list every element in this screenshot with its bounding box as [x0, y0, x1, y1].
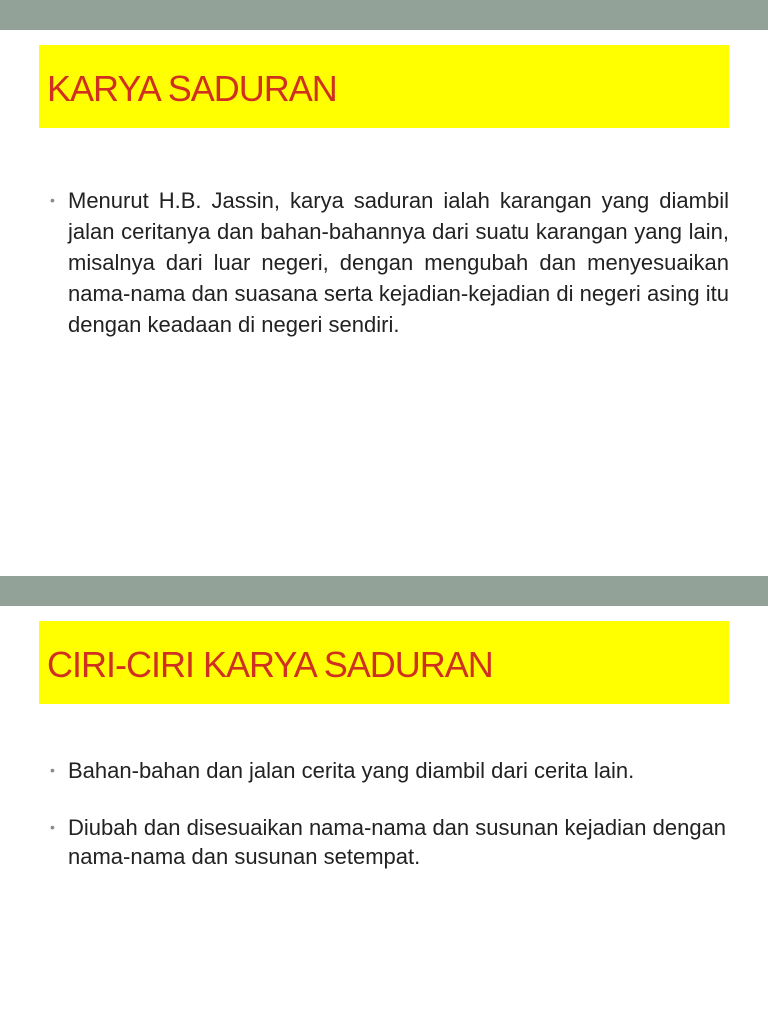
bullet-item: [48, 185, 729, 340]
bullet-marker: •: [50, 192, 55, 208]
slide-title: CIRI-CIRI KARYA SADURAN: [47, 643, 493, 685]
slide-2: [0, 576, 768, 1024]
bullet-text: Bahan-bahan dan jalan cerita yang diambil dari cerita lain.: [68, 758, 635, 783]
bullet-text: Menurut H.B. Jassin, karya saduran ialah karangan yang diambil jalan ceritanya dan bahan-bahannya dari suatu karangan yang lain, misalnya dari luar negeri, dengan mengubah dan menyesuaikan nama-nama dan suasana serta kejadian-kejadian di negeri asing itu dengan keadaan di negeri sendiri.: [68, 188, 729, 337]
bullet-item: [48, 756, 729, 785]
slide-top-band: [0, 576, 768, 606]
title-bar: [39, 621, 729, 704]
bullet-list: [48, 185, 729, 340]
bullet-text: Diubah dan disesuaikan nama-nama dan susunan kejadian dengan nama-nama dan susunan setempat.: [68, 815, 727, 869]
title-bar: [39, 45, 729, 128]
slide-title: KARYA SADURAN: [47, 67, 337, 109]
slide-top-band: [0, 0, 768, 30]
bullet-marker: •: [50, 819, 55, 835]
bullet-list: [48, 756, 729, 899]
bullet-item: [48, 813, 729, 871]
bullet-marker: •: [50, 762, 55, 778]
